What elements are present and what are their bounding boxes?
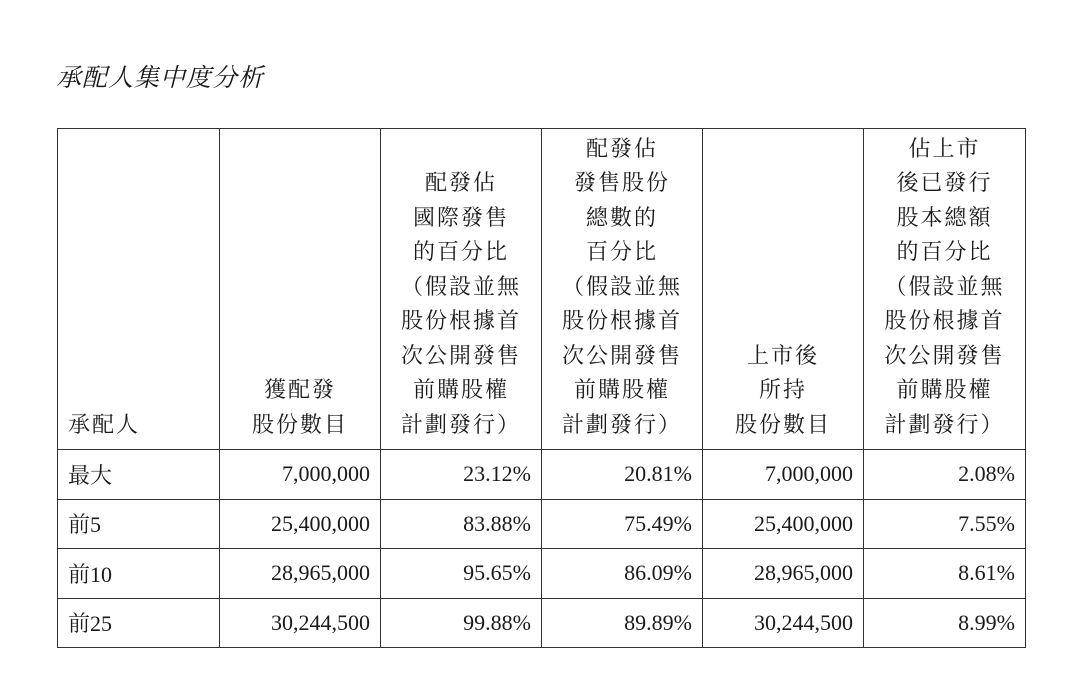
header-line: 計劃發行） <box>884 412 1005 438</box>
pct-total-offer-shares-cell: 89.89% <box>542 598 703 648</box>
header-line: 的百分比 <box>896 240 993 265</box>
allotted-shares-cell: 7,000,000 <box>220 450 381 500</box>
placee-label-text: 前 <box>68 513 91 539</box>
page-title: 承配人集中度分析 <box>56 63 265 92</box>
placee-label-number: 25 <box>90 611 113 637</box>
placee-label-text: 最大 <box>68 463 113 489</box>
header-placee <box>58 129 220 450</box>
header-line: 前購股權 <box>573 378 670 403</box>
pct-international-offering-cell: 23.12% <box>381 450 542 500</box>
header-line: 股份根據首 <box>400 309 521 334</box>
table-row <box>58 499 1026 549</box>
header-line: 股份根據首 <box>884 309 1005 334</box>
placee-label-cell <box>58 499 220 549</box>
header-line: 計劃發行） <box>561 412 682 438</box>
placee-label-text: 前 <box>68 562 91 588</box>
header-line: 佔上市 <box>908 136 981 162</box>
header-line: 後已發行 <box>896 171 993 196</box>
placee-label-cell <box>58 598 220 648</box>
table-row <box>58 549 1026 599</box>
allotted-shares-cell: 30,244,500 <box>220 598 381 648</box>
header-line: 配發佔 <box>424 171 497 196</box>
header-pct-issued-share-capital <box>864 129 1026 450</box>
header-shares-held-post-listing <box>703 129 864 450</box>
header-line: 的百分比 <box>412 240 509 265</box>
shares-held-post-listing-cell: 30,244,500 <box>703 598 864 648</box>
pct-international-offering-cell: 99.88% <box>381 598 542 648</box>
placee-label-cell <box>58 549 220 599</box>
placee-label-number: 10 <box>90 561 113 587</box>
header-allotted-shares <box>220 129 381 450</box>
header-line: 股份數目 <box>251 412 348 438</box>
header-line: 股本總額 <box>896 205 993 231</box>
header-pct-total-offer-shares <box>542 129 703 450</box>
allotted-shares-cell: 28,965,000 <box>220 549 381 599</box>
shares-held-post-listing-cell: 7,000,000 <box>703 450 864 500</box>
header-line: 國際發售 <box>412 205 509 231</box>
header-line: 股份根據首 <box>561 309 682 334</box>
pct-issued-share-capital-cell: 8.99% <box>864 598 1026 648</box>
header-line: （假設並無 <box>561 274 682 300</box>
header-line: 計劃發行） <box>400 412 521 438</box>
header-line: 股份數目 <box>734 412 831 438</box>
shares-held-post-listing-cell: 25,400,000 <box>703 499 864 549</box>
pct-issued-share-capital-cell: 7.55% <box>864 499 1026 549</box>
header-line: 次公開發售 <box>400 343 521 369</box>
table-row <box>58 598 1026 648</box>
header-pct-international-offering <box>381 129 542 450</box>
placee-label-cell <box>58 450 220 500</box>
header-line: 次公開發售 <box>561 343 682 369</box>
header-line: （假設並無 <box>400 274 521 300</box>
allotted-shares-cell: 25,400,000 <box>220 499 381 549</box>
shares-held-post-listing-cell: 28,965,000 <box>703 549 864 599</box>
pct-issued-share-capital-cell: 2.08% <box>864 450 1026 500</box>
pct-total-offer-shares-cell: 86.09% <box>542 549 703 599</box>
header-line: 配發佔 <box>585 136 658 162</box>
header-line: 發售股份 <box>573 171 670 196</box>
header-line: 上市後 <box>746 343 819 369</box>
placee-label-text: 前 <box>68 612 91 638</box>
header-line: 次公開發售 <box>884 343 1005 369</box>
placee-label-number: 5 <box>90 512 102 538</box>
pct-total-offer-shares-cell: 75.49% <box>542 499 703 549</box>
header-line: 前購股權 <box>412 378 509 403</box>
header-line: 所持 <box>758 378 807 403</box>
header-line: （假設並無 <box>884 274 1005 300</box>
header-line: 承配人 <box>68 412 141 438</box>
pct-international-offering-cell: 95.65% <box>381 549 542 599</box>
header-line: 總數的 <box>585 205 658 231</box>
pct-total-offer-shares-cell: 20.81% <box>542 450 703 500</box>
header-row <box>58 129 1026 450</box>
header-line: 獲配發 <box>263 378 336 403</box>
placee-concentration-table <box>57 128 1026 648</box>
header-line: 前購股權 <box>896 378 993 403</box>
pct-international-offering-cell: 83.88% <box>381 499 542 549</box>
table-row <box>58 450 1026 500</box>
pct-issued-share-capital-cell: 8.61% <box>864 549 1026 599</box>
header-line: 百分比 <box>585 240 658 265</box>
